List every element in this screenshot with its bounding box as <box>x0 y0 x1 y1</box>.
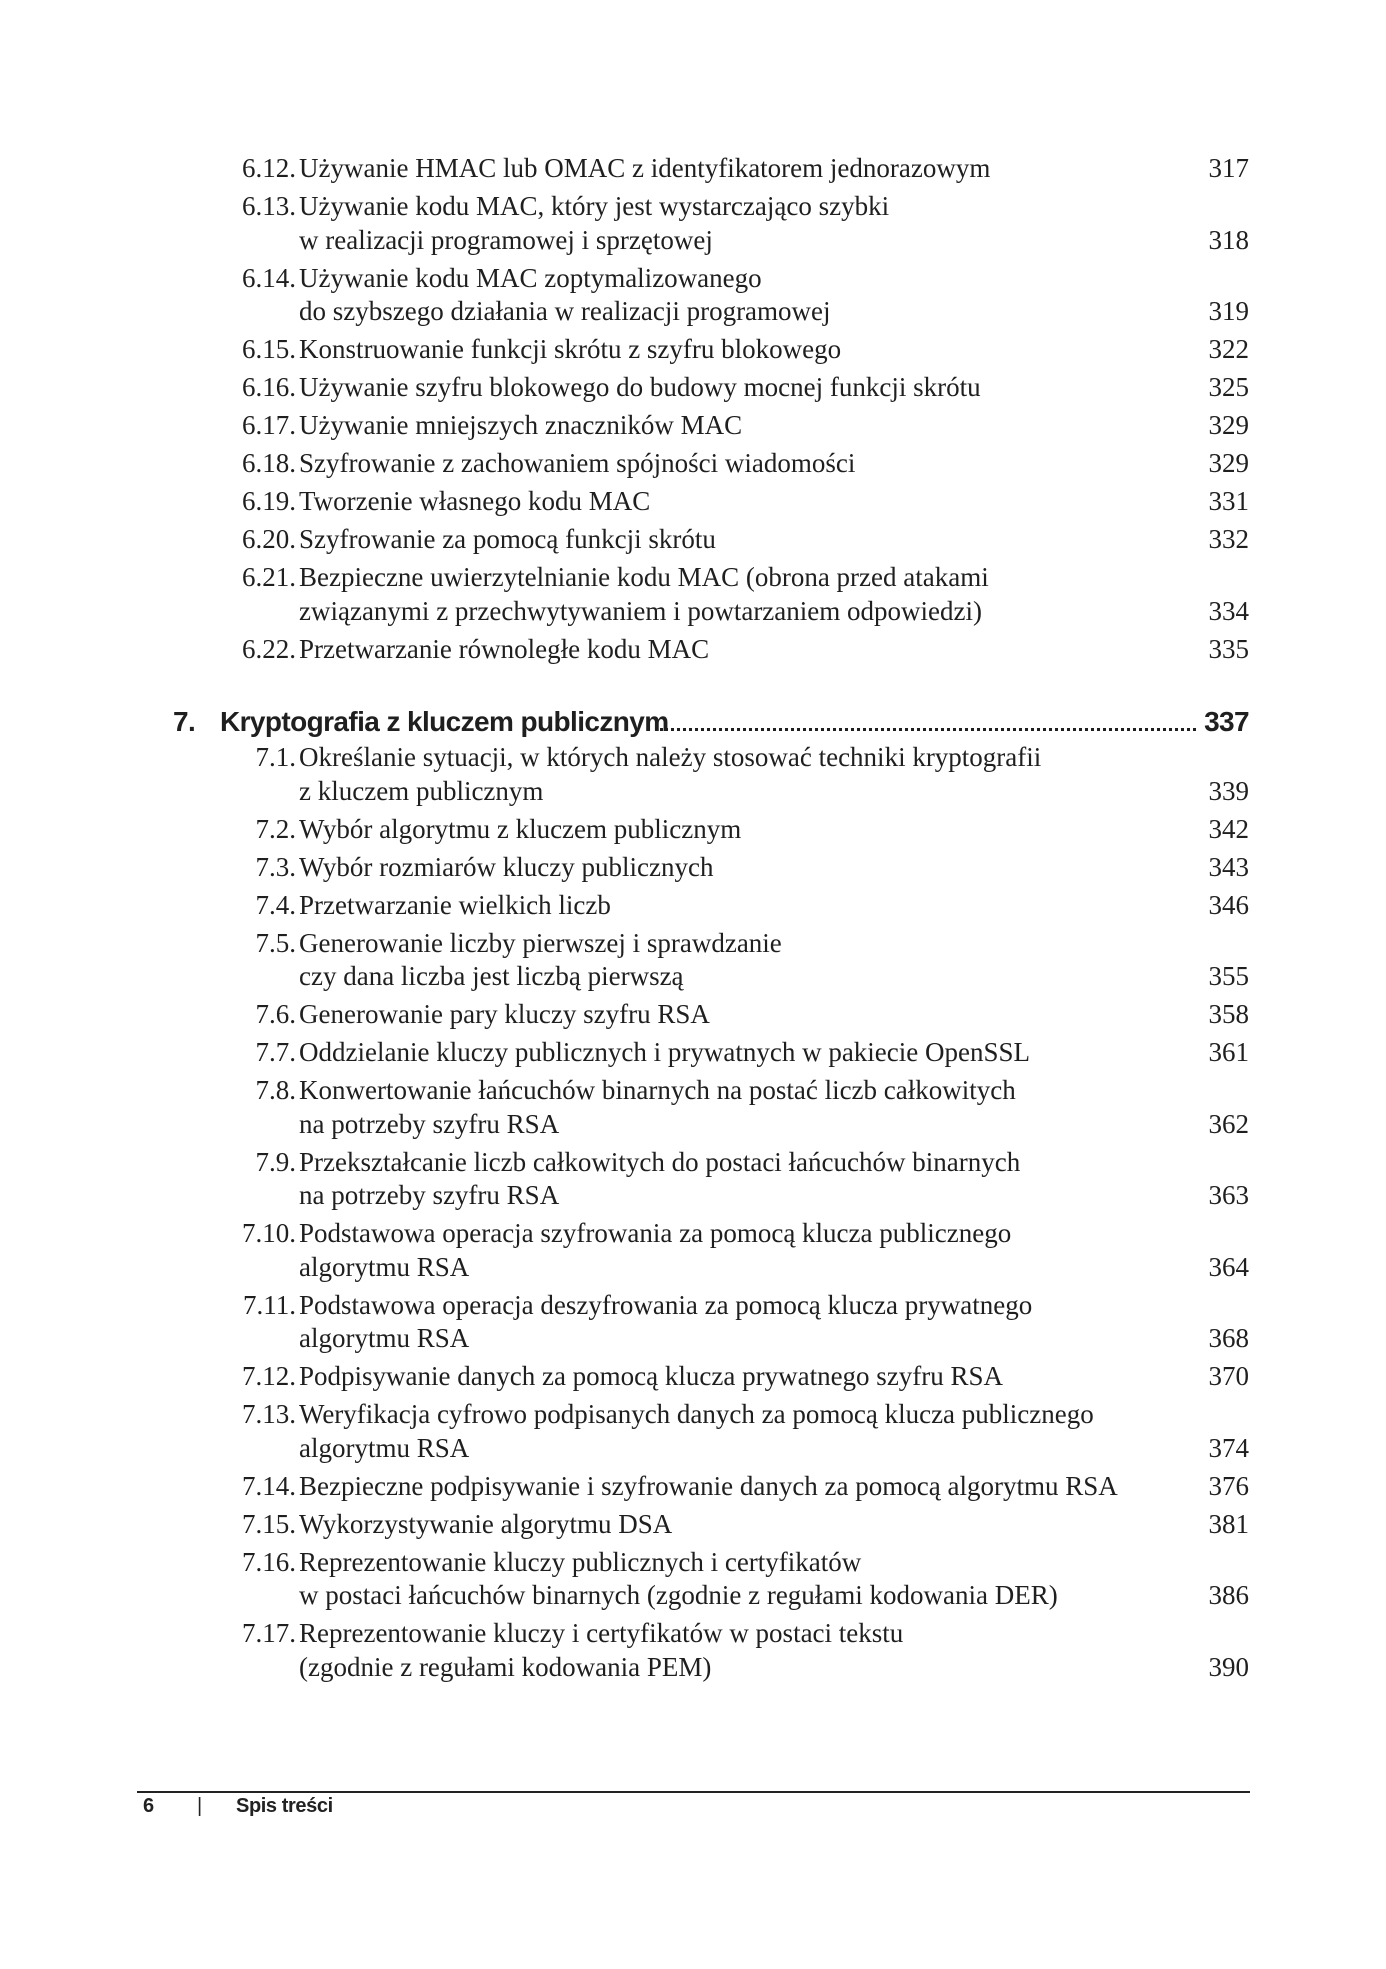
entry-page-number: 342 <box>1208 813 1249 844</box>
entry-page-number: 319 <box>1208 296 1249 326</box>
entry-title-line: Generowanie pary kluczy szyfru RSA <box>299 999 710 1029</box>
entry-number: 7.8. <box>255 1075 296 1105</box>
entry-number: 7.17. <box>242 1618 296 1648</box>
entry-title-line: z kluczem publicznym <box>299 775 544 806</box>
entry-page-number: 334 <box>1208 595 1249 626</box>
footer-page-number: 6 <box>143 1795 155 1817</box>
entry-number: 7.4. <box>255 889 296 920</box>
chapter-title: Kryptografia z kluczem publicznym <box>220 706 669 737</box>
entry-title-line: Reprezentowanie kluczy publicznych i certyfikatów <box>299 1546 862 1577</box>
entry-title-line: Wykorzystywanie algorytmu DSA <box>299 1508 673 1539</box>
entry-number: 7.3. <box>255 851 296 882</box>
entry-number: 6.17. <box>242 410 296 440</box>
entry-title-line: (zgodnie z regułami kodowania PEM) <box>299 1651 712 1682</box>
entry-page-number: 374 <box>1208 1432 1249 1463</box>
entry-number: 7.5. <box>255 927 296 958</box>
entry-number: 6.22. <box>242 633 296 664</box>
entry-title-line: Przetwarzanie wielkich liczb <box>299 889 611 920</box>
entry-number: 7.1. <box>255 742 296 772</box>
entry-page-number: 317 <box>1208 153 1249 183</box>
entry-page-number: 346 <box>1208 889 1249 920</box>
entry-page-number: 390 <box>1208 1651 1249 1682</box>
entry-title-line: Konwertowanie łańcuchów binarnych na postać liczb całkowitych <box>299 1075 1016 1105</box>
entry-page-number: 386 <box>1208 1580 1249 1610</box>
entry-page-number: 331 <box>1208 486 1249 516</box>
entry-page-number: 363 <box>1208 1180 1249 1210</box>
entry-title-line: w realizacji programowej i sprzętowej <box>299 224 713 255</box>
entry-title-line: Oddzielanie kluczy publicznych i prywatnych w pakiecie OpenSSL <box>299 1037 1031 1067</box>
entry-title-line: Określanie sytuacji, w których należy stosować techniki kryptografii <box>299 742 1042 772</box>
entry-title-line: Reprezentowanie kluczy i certyfikatów w postaci tekstu <box>299 1618 904 1648</box>
entry-title-line: algorytmu RSA <box>299 1323 470 1353</box>
entry-title-line: do szybszego działania w realizacji programowej <box>299 296 831 326</box>
entry-number: 7.12. <box>242 1361 296 1391</box>
entry-page-number: 329 <box>1208 448 1249 478</box>
entry-title-line: Bezpieczne podpisywanie i szyfrowanie danych za pomocą algorytmu RSA <box>299 1470 1118 1501</box>
entry-number: 7.13. <box>242 1399 296 1429</box>
entry-number: 6.14. <box>242 262 296 293</box>
entry-page-number: 325 <box>1208 372 1249 402</box>
entry-title-line: Weryfikacja cyfrowo podpisanych danych za pomocą klucza publicznego <box>299 1399 1094 1429</box>
entry-page-number: 343 <box>1208 851 1249 882</box>
entry-page-number: 376 <box>1208 1470 1249 1501</box>
entry-number: 6.16. <box>242 372 296 402</box>
footer-separator: | <box>197 1795 203 1817</box>
entry-number: 6.19. <box>242 486 296 516</box>
entry-title-line: Używanie kodu MAC zoptymalizowanego <box>299 262 762 293</box>
entry-title-line: czy dana liczba jest liczbą pierwszą <box>299 961 684 991</box>
entry-title-line: na potrzeby szyfru RSA <box>299 1180 560 1210</box>
chapter-page-number: 337 <box>1204 706 1249 737</box>
entry-number: 7.7. <box>255 1037 296 1067</box>
entry-number: 7.14. <box>242 1470 296 1501</box>
entry-page-number: 332 <box>1208 524 1249 554</box>
entry-number: 6.21. <box>242 562 296 592</box>
entry-number: 7.9. <box>255 1146 296 1177</box>
entry-title-line: Wybór rozmiarów kluczy publicznych <box>299 851 714 882</box>
entry-title-line: algorytmu RSA <box>299 1432 470 1463</box>
entry-page-number: 358 <box>1208 999 1249 1029</box>
entry-title-line: Używanie kodu MAC, który jest wystarczająco szybki <box>299 191 890 221</box>
entry-number: 6.20. <box>242 524 296 554</box>
footer-rule <box>137 1791 1250 1793</box>
entry-number: 7.6. <box>255 999 296 1029</box>
entry-page-number: 329 <box>1208 410 1249 440</box>
entry-title-line: Przetwarzanie równoległe kodu MAC <box>299 633 710 664</box>
entry-number: 7.16. <box>242 1546 296 1577</box>
entry-title-line: Tworzenie własnego kodu MAC <box>299 486 651 516</box>
entry-title-line: Szyfrowanie z zachowaniem spójności wiadomości <box>299 448 856 478</box>
entry-title-line: Podpisywanie danych za pomocą klucza prywatnego szyfru RSA <box>299 1361 1004 1391</box>
entry-page-number: 368 <box>1208 1323 1249 1353</box>
entry-page-number: 370 <box>1208 1361 1249 1391</box>
entry-title-line: Generowanie liczby pierwszej i sprawdzanie <box>299 927 782 958</box>
entry-title-line: algorytmu RSA <box>299 1251 470 1282</box>
entry-title-line: na potrzeby szyfru RSA <box>299 1108 560 1139</box>
entry-number: 7.2. <box>255 813 296 844</box>
entry-page-number: 322 <box>1208 334 1249 364</box>
entry-number: 6.15. <box>242 334 296 364</box>
entry-number: 7.15. <box>242 1508 296 1539</box>
entry-number: 7.11. <box>243 1289 296 1320</box>
entry-page-number: 318 <box>1208 224 1249 255</box>
entry-title-line: Bezpieczne uwierzytelnianie kodu MAC (obrona przed atakami <box>299 562 989 592</box>
leader-dots <box>660 706 1196 731</box>
entry-title-line: Wybór algorytmu z kluczem publicznym <box>299 813 742 844</box>
entry-title-line: Szyfrowanie za pomocą funkcji skrótu <box>299 524 716 554</box>
entry-title-line: związanymi z przechwytywaniem i powtarzaniem odpowiedzi) <box>299 595 982 626</box>
entry-page-number: 355 <box>1208 961 1249 991</box>
chapter-number: 7. <box>173 706 196 737</box>
entry-page-number: 335 <box>1208 633 1249 664</box>
entry-title-line: Używanie szyfru blokowego do budowy mocnej funkcji skrótu <box>299 372 981 402</box>
entry-title-line: Podstawowa operacja szyfrowania za pomocą klucza publicznego <box>299 1218 1012 1248</box>
entry-page-number: 364 <box>1208 1251 1249 1282</box>
entry-title-line: w postaci łańcuchów binarnych (zgodnie z regułami kodowania DER) <box>299 1580 1058 1610</box>
entry-title-line: Używanie HMAC lub OMAC z identyfikatorem jednorazowym <box>299 153 991 183</box>
entry-page-number: 381 <box>1208 1508 1249 1539</box>
entry-title-line: Podstawowa operacja deszyfrowania za pomocą klucza prywatnego <box>299 1289 1033 1320</box>
entry-title-line: Przekształcanie liczb całkowitych do postaci łańcuchów binarnych <box>299 1146 1021 1177</box>
entry-number: 6.18. <box>242 448 296 478</box>
entry-page-number: 362 <box>1208 1108 1249 1139</box>
footer-title: Spis treści <box>236 1795 333 1817</box>
entry-number: 6.13. <box>242 191 296 221</box>
entry-page-number: 339 <box>1208 775 1249 806</box>
entry-title-line: Używanie mniejszych znaczników MAC <box>299 410 743 440</box>
entry-title-line: Konstruowanie funkcji skrótu z szyfru blokowego <box>299 334 842 364</box>
entry-number: 6.12. <box>242 153 296 183</box>
entry-page-number: 361 <box>1208 1037 1249 1067</box>
entry-number: 7.10. <box>242 1218 296 1248</box>
